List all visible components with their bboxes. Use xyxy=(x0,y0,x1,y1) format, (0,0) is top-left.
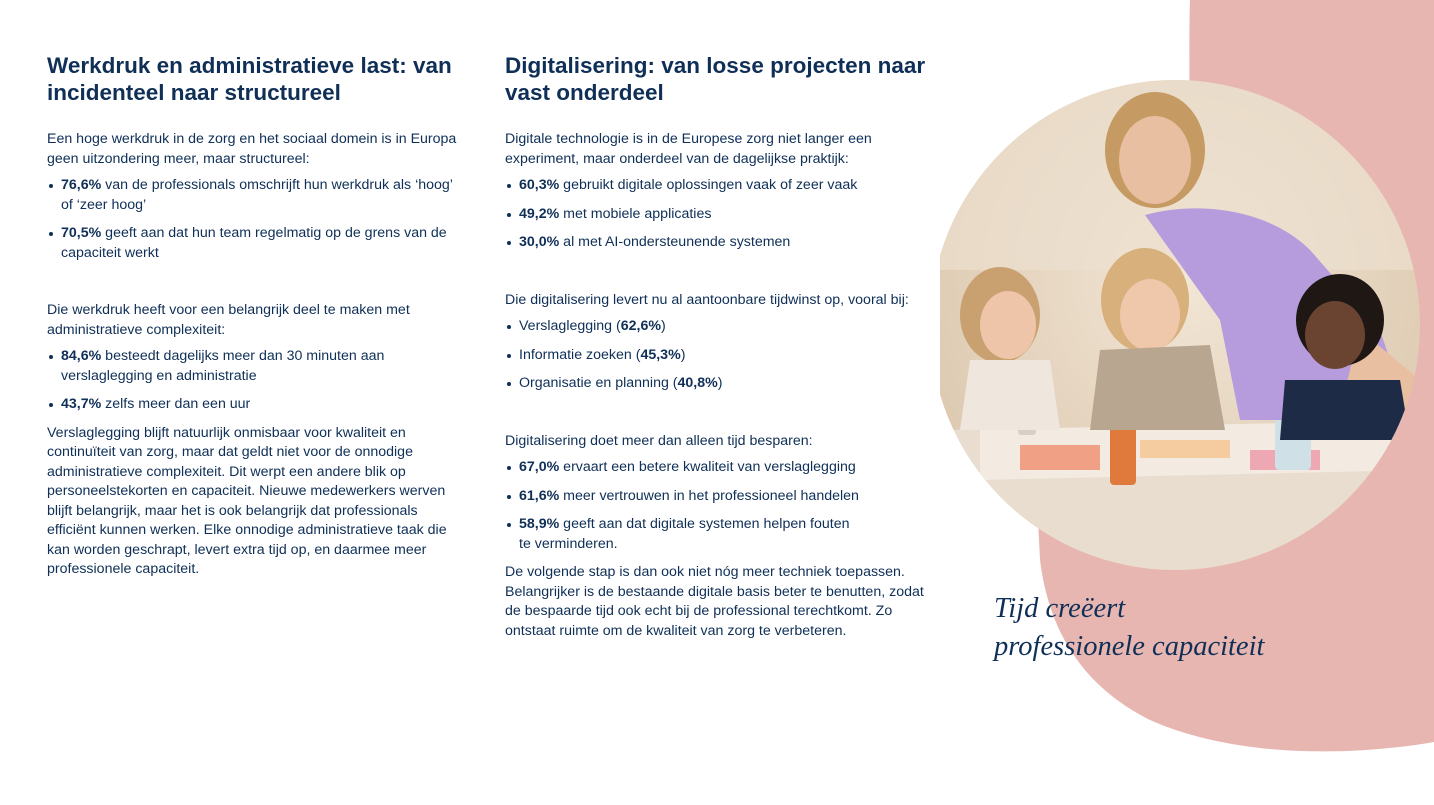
list-item xyxy=(47,176,467,215)
middle-bullets-1 xyxy=(505,176,930,253)
stat-text: zelfs meer dan een uur xyxy=(101,396,251,412)
stat-value: 60,3% xyxy=(519,177,560,193)
middle-heading: Digitalisering: van losse projecten naar vast onderdeel xyxy=(505,53,926,105)
stat-text: ) xyxy=(717,375,723,391)
stat-text: ) xyxy=(660,318,666,334)
list-item xyxy=(47,347,467,386)
left-paragraph-3: Verslaglegging blijft natuurlijk onmisbaar voor kwaliteit en continuïteit van zorg, maar dat geldt niet voor de onnodige administratieve complexiteit. Dit werpt een andere blik op personeelstekorten en capaciteit. Nieuwe medewerkers werven blijft belangrijk, maar het is ook belangrijk dat professionals efficiënt kunnen werken. Elke onnodige administratieve taak die kan worden geschrapt, levert extra tijd op, en daarmee meer professionele capaciteit. xyxy=(47,424,447,577)
stat-text: van de professionals omschrijft hun werkdruk als ‘hoog’ of ‘zeer hoog’ xyxy=(61,177,453,213)
stat-text: met mobiele applicaties xyxy=(559,205,712,222)
stat-text: Informatie zoeken ( xyxy=(519,346,641,363)
left-column xyxy=(47,52,467,580)
middle-intro: Digitale technologie is in de Europese zorg niet langer een experiment, maar onderdeel van de dagelijkse praktijk: xyxy=(505,131,872,167)
list-item xyxy=(505,487,930,507)
left-intro: Een hoge werkdruk in de zorg en het sociaal domein is in Europa geen uitzondering meer, maar structureel: xyxy=(47,131,457,167)
stat-value: 49,2% xyxy=(519,205,560,222)
stat-text: meer vertrouwen in het professioneel handelen xyxy=(559,487,859,504)
list-item xyxy=(47,224,467,263)
middle-paragraph-2: Die digitalisering levert nu al aantoonbare tijdwinst op, vooral bij: xyxy=(505,291,909,308)
middle-paragraph-3: Digitalisering doet meer dan alleen tijd besparen: xyxy=(505,432,813,449)
stat-text: geeft aan dat digitale systemen helpen fouten te verminderen. xyxy=(519,516,850,552)
stat-value: 62,6% xyxy=(620,318,661,334)
list-item xyxy=(505,317,930,337)
caption xyxy=(994,590,1414,666)
middle-bullets-2 xyxy=(505,317,930,394)
caption-line-1: Tijd creëert xyxy=(994,593,1126,624)
middle-bullets-3 xyxy=(505,458,930,554)
stat-text: besteedt dagelijks meer dan 30 minuten aan verslaglegging en administratie xyxy=(61,348,385,384)
list-item xyxy=(47,395,467,415)
stat-text: Verslaglegging ( xyxy=(519,318,621,334)
stat-text: al met AI-ondersteunende systemen xyxy=(559,234,791,250)
decorative-panel xyxy=(940,0,1434,805)
middle-paragraph-4: De volgende stap is dan ook niet nóg meer techniek toepassen. Belangrijker is de bestaande digitale basis beter te benutten, zodat de bespaarde tijd ook echt bij de professional terechtkomt. Zo ontstaat ruimte om de kwaliteit van zorg te verbeteren. xyxy=(505,564,924,639)
stat-value: 61,6% xyxy=(519,487,560,504)
left-bullets-1 xyxy=(47,176,467,263)
list-item xyxy=(505,176,930,196)
stat-value: 58,9% xyxy=(519,516,560,532)
stat-value: 45,3% xyxy=(640,346,681,363)
list-item xyxy=(505,346,930,366)
list-item xyxy=(505,458,930,478)
stat-value: 43,7% xyxy=(61,396,102,412)
left-heading: Werkdruk en administratieve last: van incidenteel naar structureel xyxy=(47,53,452,105)
stat-text: Organisatie en planning ( xyxy=(519,375,678,391)
stat-text: ) xyxy=(680,346,686,363)
caption-line-2: professionele capaciteit xyxy=(994,631,1265,662)
stat-value: 30,0% xyxy=(519,234,560,250)
stat-text: ervaart een betere kwaliteit van verslaglegging xyxy=(559,459,856,475)
list-item xyxy=(505,374,930,394)
stat-value: 76,6% xyxy=(61,177,102,193)
list-item xyxy=(505,205,930,225)
list-item xyxy=(505,233,930,253)
stat-text: gebruikt digitale oplossingen vaak of zeer vaak xyxy=(559,177,858,193)
list-item xyxy=(505,515,930,554)
stat-text: geeft aan dat hun team regelmatig op de grens van de capaciteit werkt xyxy=(61,225,447,261)
stat-value: 84,6% xyxy=(61,348,102,364)
left-paragraph-2: Die werkdruk heeft voor een belangrijk deel te maken met administratieve complexiteit: xyxy=(47,302,410,338)
stat-value: 67,0% xyxy=(519,459,560,475)
stat-value: 70,5% xyxy=(61,225,102,241)
stat-value: 40,8% xyxy=(677,375,718,391)
middle-column xyxy=(505,52,930,641)
left-bullets-2 xyxy=(47,347,467,415)
